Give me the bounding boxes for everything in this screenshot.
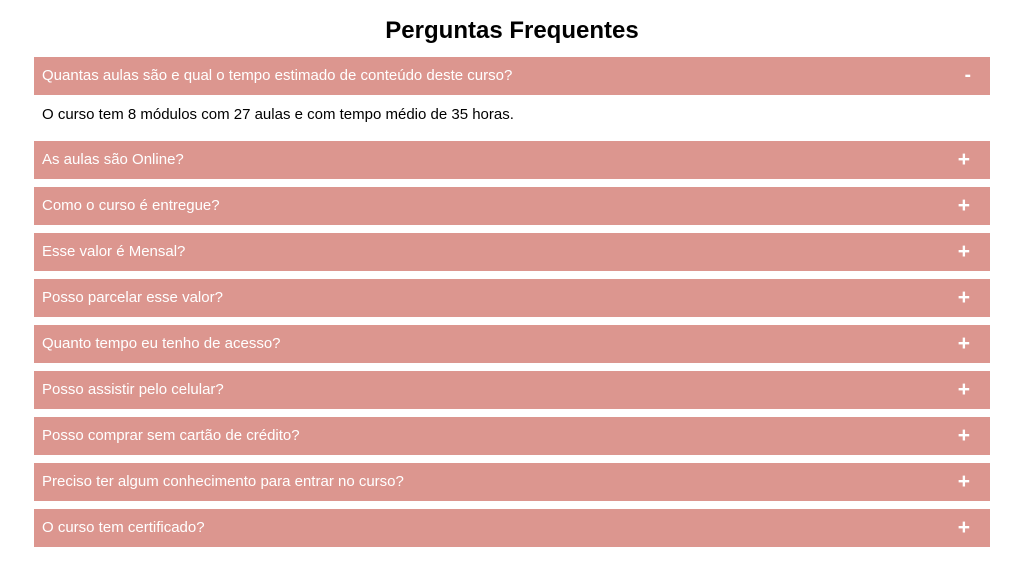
faq-question: Esse valor é Mensal? <box>42 243 186 260</box>
faq-question: Posso parcelar esse valor? <box>42 289 223 306</box>
faq-question: As aulas são Online? <box>42 151 184 168</box>
faq-question: Como o curso é entregue? <box>42 197 220 214</box>
faq-item <box>34 57 990 134</box>
faq-header-conhecimento[interactable] <box>34 463 990 501</box>
faq-header-mensal[interactable] <box>34 233 990 271</box>
faq-accordion <box>34 57 990 555</box>
faq-item <box>34 279 990 317</box>
collapse-icon[interactable]: - <box>964 65 971 86</box>
faq-header-entrega[interactable] <box>34 187 990 225</box>
expand-icon[interactable]: + <box>957 470 970 493</box>
faq-header-celular[interactable] <box>34 371 990 409</box>
expand-icon[interactable]: + <box>957 516 970 539</box>
faq-item <box>34 325 990 363</box>
faq-item <box>34 463 990 501</box>
faq-header-cartao[interactable] <box>34 417 990 455</box>
faq-question: Posso comprar sem cartão de crédito? <box>42 427 300 444</box>
expand-icon[interactable]: + <box>957 286 970 309</box>
faq-question: Quanto tempo eu tenho de acesso? <box>42 335 281 352</box>
faq-item <box>34 187 990 225</box>
faq-item <box>34 371 990 409</box>
expand-icon[interactable]: + <box>957 332 970 355</box>
faq-header-aulas-tempo[interactable] <box>34 57 990 95</box>
expand-icon[interactable]: + <box>957 194 970 217</box>
faq-item <box>34 509 990 547</box>
faq-question: Preciso ter algum conhecimento para entrar no curso? <box>42 473 404 490</box>
faq-header-acesso[interactable] <box>34 325 990 363</box>
faq-item <box>34 233 990 271</box>
faq-header-parcelar[interactable] <box>34 279 990 317</box>
faq-item <box>34 141 990 179</box>
expand-icon[interactable]: + <box>957 378 970 401</box>
expand-icon[interactable]: + <box>957 424 970 447</box>
faq-item <box>34 417 990 455</box>
expand-icon[interactable]: + <box>957 148 970 171</box>
faq-question: Posso assistir pelo celular? <box>42 381 224 398</box>
faq-answer: O curso tem 8 módulos com 27 aulas e com tempo médio de 35 horas. <box>34 95 990 134</box>
faq-header-aulas-online[interactable] <box>34 141 990 179</box>
expand-icon[interactable]: + <box>957 240 970 263</box>
faq-header-certificado[interactable] <box>34 509 990 547</box>
page-title: Perguntas Frequentes <box>385 17 639 44</box>
faq-question: O curso tem certificado? <box>42 519 205 536</box>
faq-question: Quantas aulas são e qual o tempo estimado de conteúdo deste curso? <box>42 67 513 84</box>
